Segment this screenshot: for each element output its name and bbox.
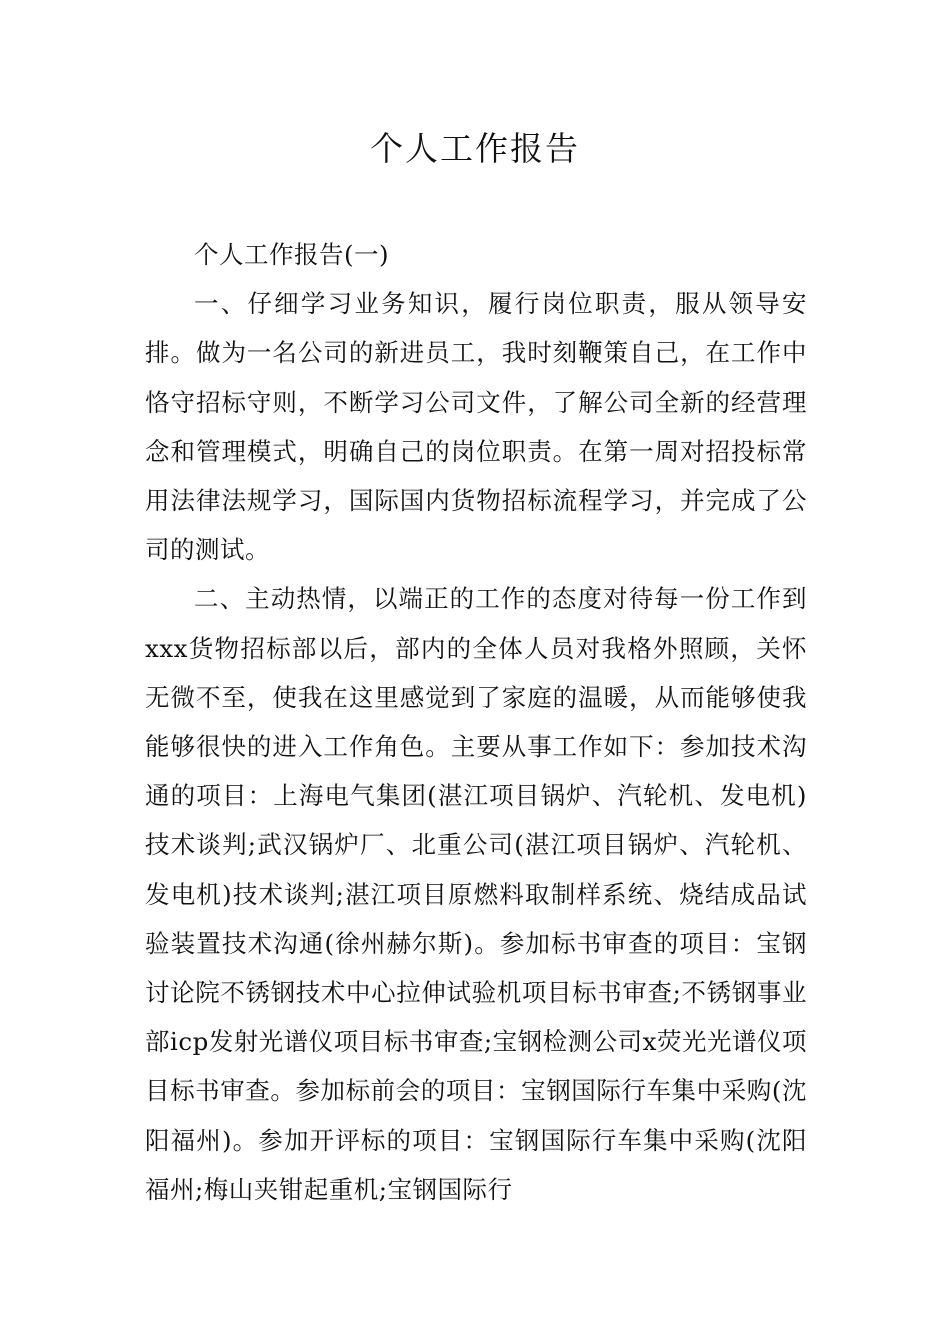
paragraph-section-two: 二、主动热情，以端正的工作的态度对待每一份工作到xxx货物招标部以后，部内的全体人员对我格外照顾，关怀无微不至，使我在这里感觉到了家庭的温暖，从而能够使我能够很快的进入工作角色。主要从事工作如下：参加技术沟通的项目：上海电气集团(湛江项目锅炉、汽轮机、发电机)技术谈判;武汉锅炉厂、北重公司(湛江项目锅炉、汽轮机、发电机)技术谈判;湛江项目原燃料取制样系统、烧结成品试验装置技术沟通(徐州赫尔斯)。参加标书审查的项目：宝钢讨论院不锈钢技术中心拉伸试验机项目标书审查;不锈钢事业部icp发射光谱仪项目标书审查;宝钢检测公司x荧光光谱仪项目标书审查。参加标前会的项目：宝钢国际行车集中采购(沈阳福州)。参加开评标的项目：宝钢国际行车集中采购(沈阳福州;梅山夹钳起重机;宝钢国际行 xyxy=(145,584,807,1204)
paragraph-section-one: 一、仔细学习业务知识，履行岗位职责，服从领导安排。做为一名公司的新进员工，我时刻鞭策自己，在工作中恪守招标守则，不断学习公司文件，了解公司全新的经营理念和管理模式，明确自己的岗位职责。在第一周对招投标常用法律法规学习，国际国内货物招标流程学习，并完成了公司的测试。 xyxy=(145,289,807,565)
document-title: 个人工作报告 xyxy=(370,129,580,168)
document-body xyxy=(145,230,807,1214)
paragraph-subtitle: 个人工作报告(一) xyxy=(194,240,390,269)
